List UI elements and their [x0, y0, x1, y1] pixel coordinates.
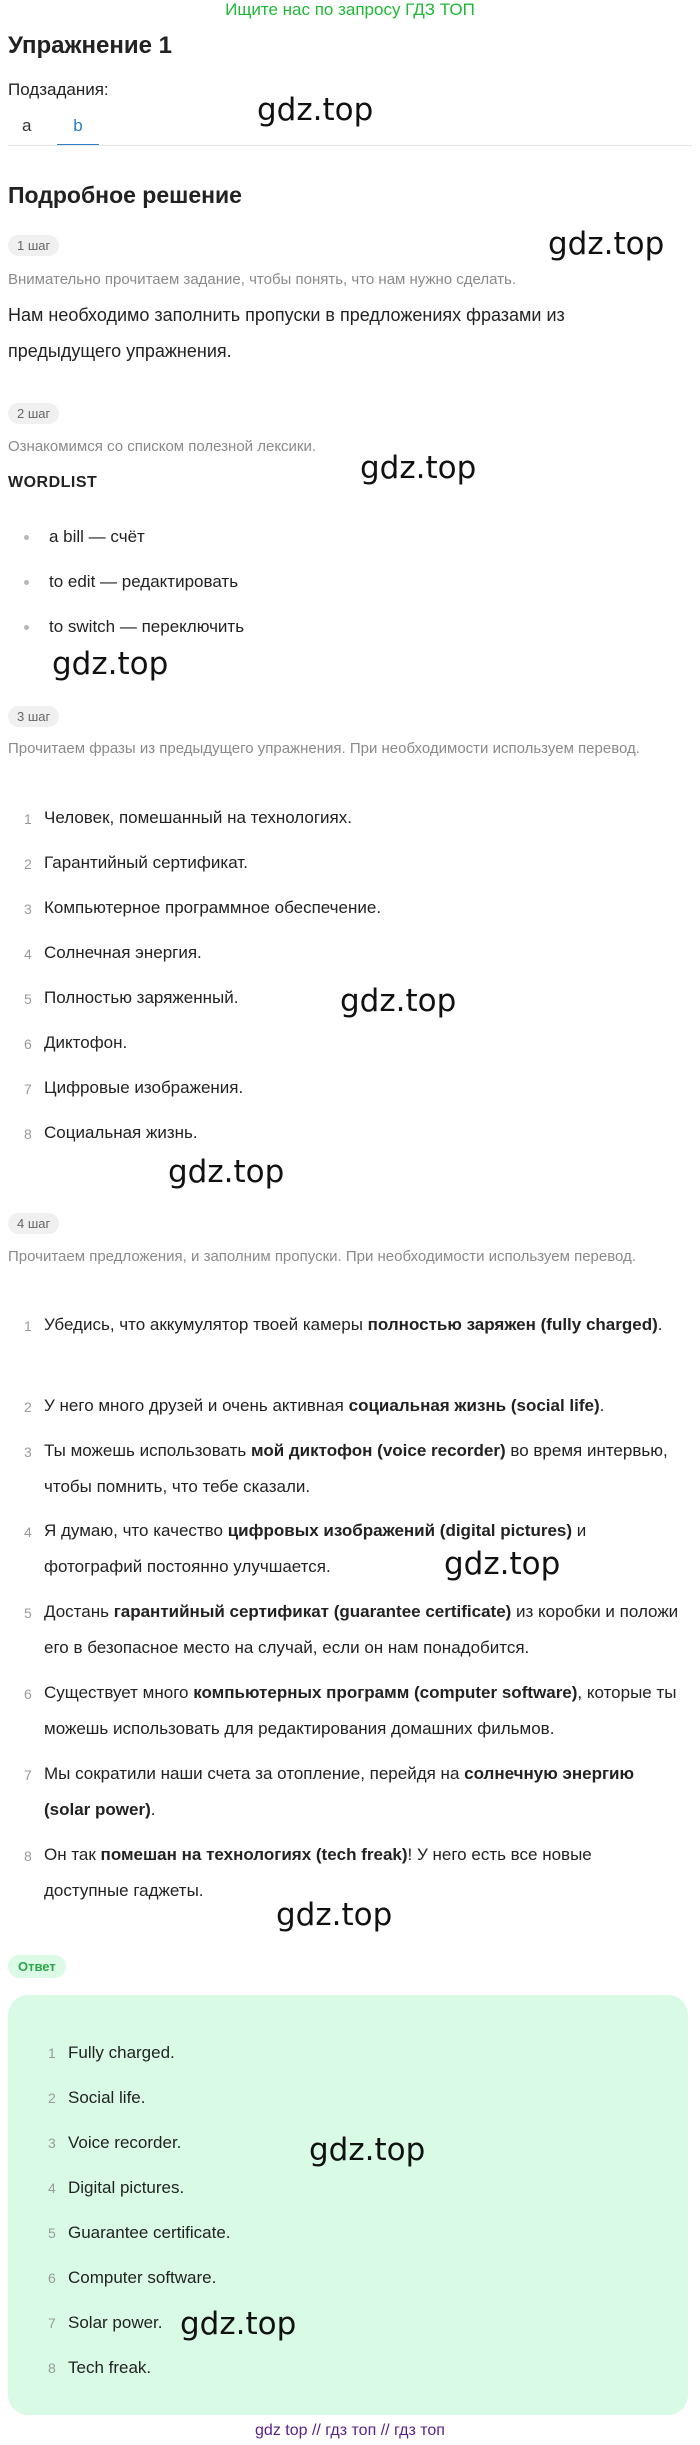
- item-number: 8: [24, 1126, 32, 1142]
- sentence-text: Убедись, что аккумулятор твоей камеры полностью заряжен (fully charged).: [44, 1315, 663, 1334]
- answer-item: [48, 2223, 231, 2243]
- item-number: 7: [48, 2315, 56, 2331]
- watermark: gdz.top: [52, 646, 169, 682]
- top-banner[interactable]: Ищите нас по запросу ГДЗ ТОП: [225, 0, 475, 19]
- item-number: 5: [24, 991, 32, 1007]
- sentence-item: [24, 1513, 679, 1585]
- page-title: Упражнение 1: [8, 32, 172, 59]
- tab-b[interactable]: b: [57, 112, 99, 146]
- sentence-text: У него много друзей и очень активная социальная жизнь (social life).: [44, 1396, 605, 1415]
- list-item: [24, 800, 679, 836]
- answer-item: [48, 2178, 184, 2198]
- step-badge-3: 3 шаг: [8, 706, 59, 727]
- item-number: 1: [24, 811, 32, 827]
- step-badge-1: 1 шаг: [8, 235, 59, 256]
- item-number: 2: [24, 856, 32, 872]
- answer-item: [48, 2133, 181, 2153]
- item-number: 6: [24, 1686, 32, 1702]
- item-number: 8: [24, 1848, 32, 1864]
- answer-item: [48, 2043, 175, 2063]
- sentence-item: [24, 1594, 679, 1666]
- item-number: 6: [48, 2270, 56, 2286]
- answer-text: Guarantee certificate.: [68, 2223, 231, 2242]
- list-item: [24, 1025, 679, 1061]
- answer-text: Solar power.: [68, 2313, 163, 2332]
- list-item: [24, 935, 679, 971]
- item-number: 5: [48, 2225, 56, 2241]
- tab-a[interactable]: a: [22, 116, 32, 135]
- word-item: [24, 572, 238, 592]
- item-number: 3: [24, 901, 32, 917]
- step-desc-3: Прочитаем фразы из предыдущего упражнения. При необходимости используем перевод.: [8, 740, 640, 757]
- sentence-text: Ты можешь использовать мой диктофон (voice recorder) во время интервью, чтобы помнить, что тебе сказали.: [44, 1441, 668, 1496]
- step-desc-2: Ознакомимся со списком полезной лексики.: [8, 438, 317, 455]
- watermark: gdz.top: [444, 1546, 561, 1582]
- item-text: Человек, помешанный на технологиях.: [44, 808, 352, 827]
- bullet-icon: [24, 535, 29, 540]
- answer-text: Computer software.: [68, 2268, 217, 2287]
- answer-item: [48, 2313, 163, 2333]
- word-text: to switch — переключить: [49, 617, 245, 636]
- watermark: gdz.top: [548, 226, 665, 262]
- step-desc-4: Прочитаем предложения, и заполним пропуски. При необходимости используем перевод.: [8, 1248, 636, 1265]
- item-number: 8: [48, 2360, 56, 2376]
- word-item: [24, 617, 244, 637]
- item-text: Цифровые изображения.: [44, 1078, 244, 1097]
- item-number: 1: [24, 1318, 32, 1334]
- step-text-1: Нам необходимо заполнить пропуски в предложениях фразами из предыдущего упражнения.: [8, 305, 565, 361]
- sentence-text: Я думаю, что качество цифровых изображений (digital pictures) и фотографий постоянно улучшается.: [44, 1521, 587, 1576]
- item-number: 7: [24, 1767, 32, 1783]
- answer-badge: Ответ: [8, 1955, 66, 1978]
- item-number: 7: [24, 1081, 32, 1097]
- item-number: 4: [24, 946, 32, 962]
- step-desc-1: Внимательно прочитаем задание, чтобы понять, что нам нужно сделать.: [8, 271, 517, 288]
- answer-text: Tech freak.: [68, 2358, 152, 2377]
- watermark: gdz.top: [360, 450, 477, 486]
- list-item: [24, 1115, 679, 1151]
- bullet-icon: [24, 580, 29, 585]
- bullet-icon: [24, 625, 29, 630]
- footer[interactable]: gdz top // гдз топ // гдз топ: [255, 2422, 445, 2439]
- item-number: 2: [24, 1399, 32, 1415]
- item-text: Социальная жизнь.: [44, 1123, 198, 1142]
- item-text: Гарантийный сертификат.: [44, 853, 248, 872]
- word-item: [24, 527, 145, 547]
- step-badge-2: 2 шаг: [8, 403, 59, 424]
- watermark: gdz.top: [257, 92, 374, 128]
- item-text: Диктофон.: [44, 1033, 128, 1052]
- sentence-item: [24, 1433, 679, 1505]
- watermark: gdz.top: [309, 2132, 426, 2168]
- answer-text: Social life.: [68, 2088, 146, 2107]
- step-badge-4: 4 шаг: [8, 1213, 59, 1234]
- watermark: gdz.top: [340, 983, 457, 1019]
- answer-item: [48, 2358, 151, 2378]
- item-number: 4: [48, 2180, 56, 2196]
- divider: [8, 145, 692, 146]
- answer-item: [48, 2268, 216, 2288]
- list-item: [24, 845, 679, 881]
- wordlist-title: WORDLIST: [8, 474, 98, 491]
- sentence-item: [24, 1675, 679, 1747]
- item-number: 2: [48, 2090, 56, 2106]
- watermark: gdz.top: [168, 1154, 285, 1190]
- watermark: gdz.top: [276, 1897, 393, 1933]
- subtasks-label: Подзадания:: [8, 80, 109, 99]
- sentence-text: Мы сократили наши счета за отопление, перейдя на солнечную энергию (solar power).: [44, 1764, 635, 1819]
- word-text: to edit — редактировать: [49, 572, 239, 591]
- answer-text: Fully charged.: [68, 2043, 175, 2062]
- answer-text: Digital pictures.: [68, 2178, 185, 2197]
- item-number: 1: [48, 2045, 56, 2061]
- list-item: [24, 890, 679, 926]
- item-number: 4: [24, 1524, 32, 1540]
- sentence-item: [24, 1756, 679, 1828]
- sentence-text: Достань гарантийный сертификат (guarantee certificate) из коробки и положи его в безопасное место на случай, если он нам понадобится.: [44, 1602, 679, 1657]
- item-text: Компьютерное программное обеспечение.: [44, 898, 382, 917]
- sentence-text: Существует много компьютерных программ (computer software), которые ты можешь использовать для редактирования домашних фильмов.: [44, 1683, 677, 1738]
- section-title: Подробное решение: [8, 182, 242, 208]
- answer-item: [48, 2088, 145, 2108]
- item-number: 3: [48, 2135, 56, 2151]
- item-text: Полностью заряженный.: [44, 988, 239, 1007]
- item-text: Солнечная энергия.: [44, 943, 202, 962]
- item-number: 5: [24, 1605, 32, 1621]
- word-text: a bill — счёт: [49, 527, 145, 546]
- item-number: 3: [24, 1444, 32, 1460]
- sentence-item: [24, 1388, 679, 1424]
- answer-text: Voice recorder.: [68, 2133, 182, 2152]
- sentence-text: Он так помешан на технологиях (tech freak)! У него есть все новые доступные гаджеты.: [44, 1845, 592, 1900]
- watermark: gdz.top: [180, 2306, 297, 2342]
- sentence-item: [24, 1307, 679, 1343]
- item-number: 6: [24, 1036, 32, 1052]
- list-item: [24, 1070, 679, 1106]
